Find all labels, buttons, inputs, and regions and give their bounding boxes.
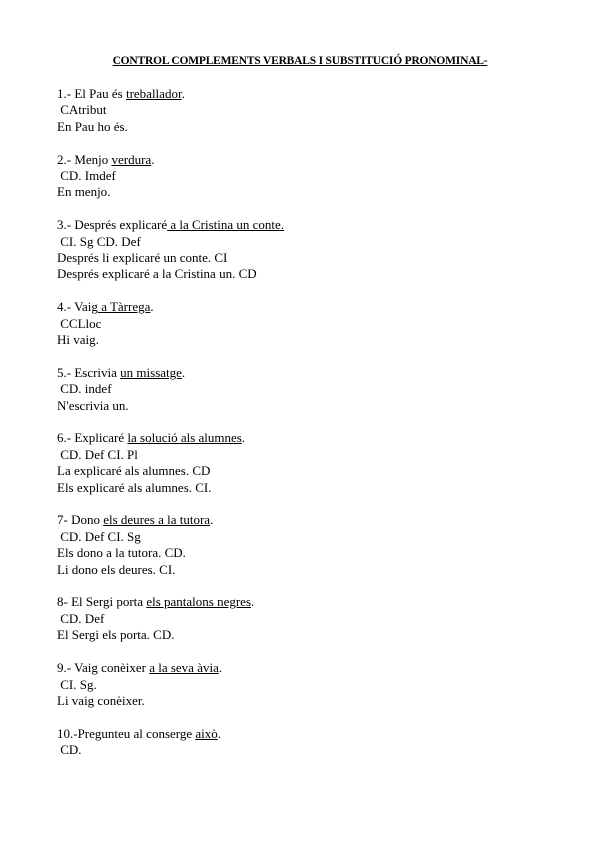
complement-analysis: CD. Def CI. Pl — [57, 446, 138, 462]
exercise-item — [57, 299, 577, 348]
sentence-text: 6.- Explicaré — [57, 430, 128, 446]
sentence-punctuation: . — [251, 594, 255, 610]
sentence-punctuation: . — [181, 86, 185, 101]
sentence-text: 5.- Escrivia — [57, 364, 121, 380]
sentence-punctuation: . — [217, 725, 222, 741]
exercise-item — [57, 430, 577, 496]
pronominal-substitution: Li vaig conèixer. — [57, 692, 145, 708]
exercise-sentence — [57, 217, 577, 233]
sentence-punctuation: . — [181, 364, 186, 380]
exercise-item — [57, 726, 577, 759]
sentence-text: 7- Dono — [57, 512, 104, 528]
pronominal-substitution: Els explicaré als alumnes. CI. — [57, 479, 212, 495]
complement-analysis: CD. indef — [57, 381, 112, 397]
sentence-punctuation: . — [241, 430, 246, 446]
sentence-punctuation: . — [218, 660, 223, 676]
underlined-complement: els deures a la tutora — [103, 512, 211, 528]
exercise-sentence — [57, 299, 577, 315]
underlined-complement: això — [195, 725, 218, 741]
underlined-complement: a Tàrrega — [97, 299, 151, 315]
pronominal-substitution: Després li explicaré un conte. CI — [57, 250, 228, 266]
exercise-sentence — [57, 660, 577, 676]
exercise-item — [57, 594, 577, 643]
underlined-complement: un missatge — [120, 364, 182, 380]
pronominal-substitution: La explicaré als alumnes. CD — [57, 463, 211, 479]
sentence-punctuation: . — [151, 151, 155, 167]
exercise-item — [57, 217, 577, 283]
pronominal-substitution: N'escrivia un. — [57, 397, 129, 413]
exercise-item — [57, 86, 577, 135]
sentence-text: 3.- Després explicaré — [57, 217, 168, 233]
exercise-item — [57, 365, 577, 414]
sentence-text: 8- El Sergi porta — [57, 594, 147, 610]
exercise-sentence — [57, 86, 577, 102]
exercise-sentence — [57, 726, 577, 742]
sentence-punctuation: . — [210, 512, 214, 528]
exercise-item — [57, 512, 577, 578]
sentence-punctuation: . — [150, 299, 154, 315]
exercise-item — [57, 660, 577, 709]
pronominal-substitution: El Sergi els porta. CD. — [57, 627, 175, 643]
document-title: CONTROL COMPLEMENTS VERBALS I SUBSTITUCIÓ PRONOMINAL- — [112, 55, 488, 67]
complement-analysis: CAtribut — [57, 102, 107, 118]
exercise-sentence — [57, 594, 577, 610]
sentence-text: 2.- Menjo — [57, 151, 112, 167]
sentence-text: 1.- El Pau és — [57, 86, 126, 101]
complement-analysis: CI. Sg CD. Def — [57, 233, 141, 249]
complement-analysis: CI. Sg. — [57, 676, 97, 692]
underlined-complement: verdura — [111, 151, 152, 167]
complement-analysis: CD. Def CI. Sg — [57, 528, 141, 544]
complement-analysis: CCLloc — [57, 315, 102, 331]
underlined-complement: els pantalons negres — [146, 594, 252, 610]
complement-analysis: CD. — [57, 742, 82, 758]
exercise-item — [57, 152, 577, 201]
exercise-list — [57, 86, 577, 759]
sentence-text: 9.- Vaig conèixer — [57, 660, 150, 676]
sentence-text: 10.-Pregunteu al conserge — [57, 725, 196, 741]
pronominal-substitution: Després explicaré a la Cristina un. CD — [57, 266, 257, 282]
pronominal-substitution: Li dono els deures. CI. — [57, 561, 176, 577]
underlined-complement: la solució als alumnes — [127, 430, 242, 446]
pronominal-substitution: Els dono a la tutora. CD. — [57, 545, 186, 561]
pronominal-substitution: Hi vaig. — [57, 332, 99, 348]
exercise-sentence — [57, 152, 577, 168]
pronominal-substitution: En Pau ho és. — [57, 118, 128, 134]
exercise-sentence — [57, 365, 577, 381]
exercise-sentence — [57, 512, 577, 528]
sentence-text: 4.- Vaig — [57, 299, 98, 315]
underlined-complement: a la Cristina un conte. — [167, 217, 285, 233]
underlined-complement: treballador — [125, 86, 182, 101]
complement-analysis: CD. Imdef — [57, 168, 116, 184]
complement-analysis: CD. Def — [57, 610, 105, 626]
underlined-complement: a la seva àvia — [149, 660, 219, 676]
exercise-sentence — [57, 430, 577, 446]
pronominal-substitution: En menjo. — [57, 184, 111, 200]
